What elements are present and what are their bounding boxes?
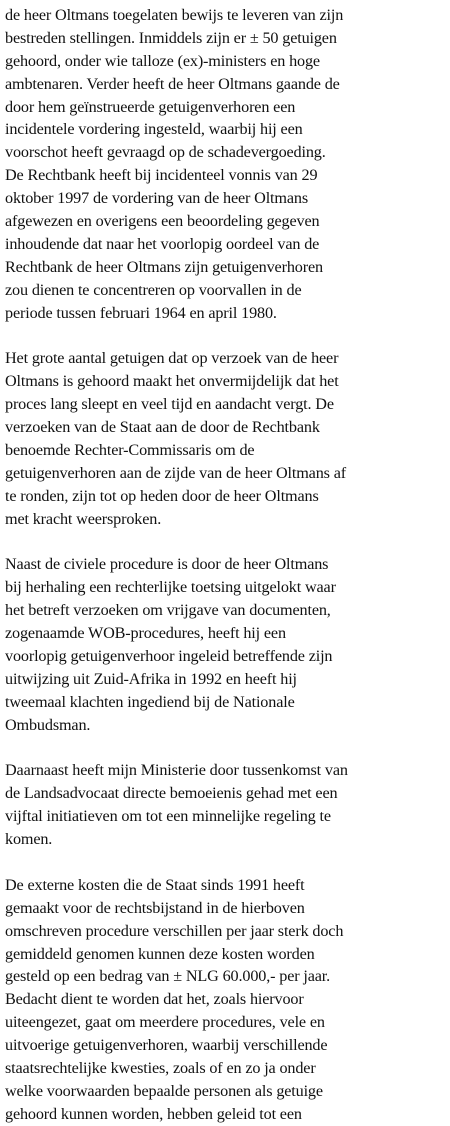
text-line: gemiddeld genomen kunnen deze kosten worden: [5, 944, 315, 963]
text-line: voorschot heeft gevraagd op de schadevergoeding.: [5, 143, 326, 162]
text-line: De Rechtbank heeft bij incidenteel vonnis van 29: [5, 166, 318, 185]
text-line: Rechtbank de heer Oltmans zijn getuigenverhoren: [5, 257, 323, 276]
text-line: afgewezen en overigens een beoordeling gegeven: [5, 212, 320, 231]
text-line: staatsrechtelijke kwesties, zoals of en zo ja onder: [5, 1058, 316, 1077]
text-line: periode tussen februari 1964 en april 1980.: [5, 303, 277, 322]
paragraph: [5, 347, 444, 530]
text-line: incidentele vordering ingesteld, waarbij hij een: [5, 120, 303, 139]
text-line: Het grote aantal getuigen dat op verzoek van de heer: [5, 349, 339, 368]
text-line: proces lang sleept en veel tijd en aandacht vergt. De: [5, 395, 334, 414]
text-line: Daarnaast heeft mijn Ministerie door tussenkomst van: [5, 761, 348, 780]
text-line: bestreden stellingen. Inmiddels zijn er ± 50 getuigen: [5, 28, 337, 47]
text-line: Ombudsman.: [5, 715, 91, 734]
text-line: omschreven procedure verschillen per jaar sterk doch: [5, 921, 344, 940]
paragraph: [5, 553, 444, 736]
paragraph: [5, 759, 444, 851]
text-line: ambtenaren. Verder heeft de heer Oltmans gaande de: [5, 74, 340, 93]
text-line: De externe kosten die de Staat sinds 1991 heeft: [5, 875, 305, 894]
paragraph: [5, 874, 444, 1126]
text-line: zou dienen te concentreren op voorvallen in de: [5, 280, 302, 299]
text-line: komen.: [5, 830, 53, 849]
text-line: oktober 1997 de vordering van de heer Oltmans: [5, 189, 308, 208]
text-line: het betreft verzoeken om vrijgave van documenten,: [5, 601, 331, 620]
text-line: gehoord, onder wie talloze (ex)-ministers en hoge: [5, 51, 320, 70]
text-line: zogenaamde WOB-procedures, heeft hij een: [5, 624, 286, 643]
text-line: vijftal initiatieven om tot een minnelijke regeling te: [5, 807, 331, 826]
text-line: door hem geïnstrueerde getuigenverhoren een: [5, 97, 296, 116]
text-line: gehoord kunnen worden, hebben geleid tot een: [5, 1104, 302, 1123]
text-line: welke voorwaarden bepaalde personen als getuige: [5, 1081, 323, 1100]
text-line: te ronden, zijn tot op heden door de heer Oltmans: [5, 486, 319, 505]
text-line: verzoeken van de Staat aan de door de Rechtbank: [5, 418, 320, 437]
text-line: de Landsadvocaat directe bemoeienis gehad met een: [5, 784, 338, 803]
text-line: Naast de civiele procedure is door de heer Oltmans: [5, 555, 329, 574]
text-line: getuigenverhoren aan de zijde van de heer Oltmans af: [5, 463, 346, 482]
text-line: tweemaal klachten ingediend bij de Nationale: [5, 692, 295, 711]
text-line: uiteengezet, gaat om meerdere procedures, vele en: [5, 1013, 325, 1032]
text-line: benoemde Rechter-Commissaris om de: [5, 440, 255, 459]
text-line: Bedacht dient te worden dat het, zoals hiervoor: [5, 990, 304, 1009]
text-line: gemaakt voor de rechtsbijstand in de hierboven: [5, 898, 305, 917]
text-line: bij herhaling een rechterlijke toetsing uitgelokt waar: [5, 578, 336, 597]
text-line: uitvoerige getuigenverhoren, waarbij verschillende: [5, 1036, 328, 1055]
text-line: inhoudende dat naar het voorlopig oordeel van de: [5, 234, 320, 253]
text-line: voorlopig getuigenverhoor ingeleid betreffende zijn: [5, 646, 333, 665]
text-line: de heer Oltmans toegelaten bewijs te leveren van zijn: [5, 6, 344, 24]
document-body: [5, 4, 444, 1126]
text-line: gesteld op een bedrag van ± NLG 60.000,- per jaar.: [5, 967, 331, 986]
text-line: met kracht weersproken.: [5, 509, 162, 528]
text-line: Oltmans is gehoord maakt het onvermijdelijk dat het: [5, 372, 339, 391]
text-line: uitwijzing uit Zuid-Afrika in 1992 en heeft hij: [5, 669, 297, 688]
paragraph: [5, 4, 444, 324]
